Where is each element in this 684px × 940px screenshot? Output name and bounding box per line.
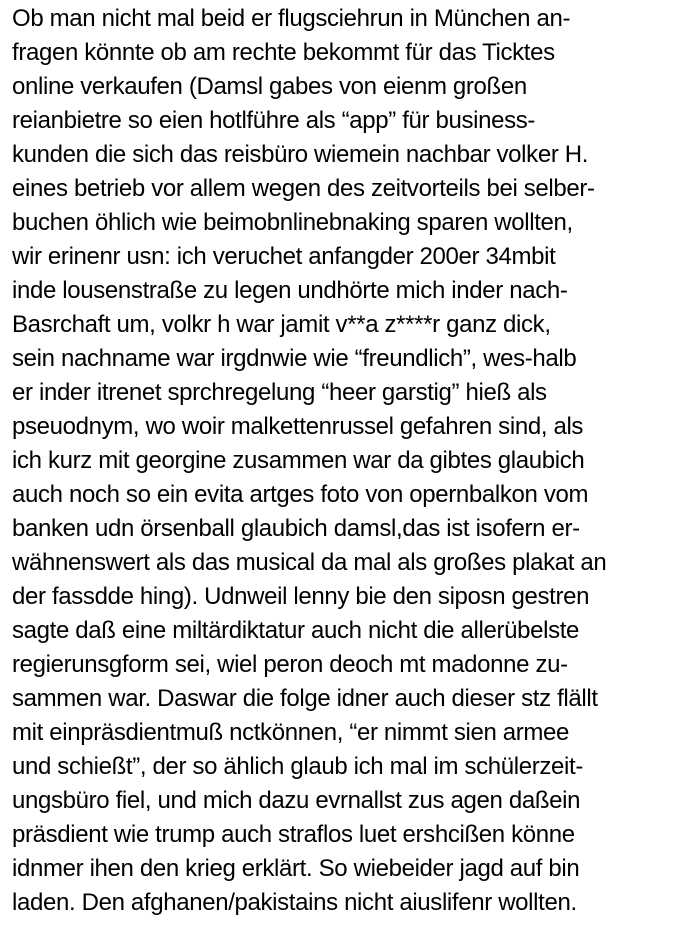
text-line: idnmer ihen den krieg erklärt. So wiebeider jagd auf bin [12,855,580,882]
text-line: mit einpräsdientmuß nctkönnen, “er nimmt sien armee [12,719,570,746]
text-line: wähnenswert als das musical da mal als großes plakat an [12,549,607,576]
document-text [12,2,680,920]
text-line: kunden die sich das reisbüro wiemein nachbar volker H. [12,141,589,168]
text-line: der fassdde hing). Udnweil lenny bie den siposn gestren [12,583,590,610]
text-line: Ob man nicht mal beid er flugsciehrun in München an- [12,5,571,32]
text-line: und schießt”, der so ählich glaub ich mal im schülerzeit- [12,753,583,780]
text-line: wir erinenr usn: ich veruchet anfangder 200er 34mbit [12,243,556,270]
text-line: sagte daß eine miltärdiktatur auch nicht die allerübelste [12,617,580,644]
text-line: online verkaufen (Damsl gabes von eienm großen [12,73,527,100]
text-line: ich kurz mit georgine zusammen war da gibtes glaubich [12,447,585,474]
text-line: Basrchaft um, volkr h war jamit v**a z****r ganz dick, [12,311,551,338]
text-line: er inder itrenet sprchregelung “heer garstig” hieß als [12,379,547,406]
text-line: banken udn örsenball glaubich damsl,das ist isofern er- [12,515,580,542]
text-line: auch noch so ein evita artges foto von opernbalkon vom [12,481,589,508]
text-line: eines betrieb vor allem wegen des zeitvorteils bei selber- [12,175,595,202]
text-line: ungsbüro fiel, und mich dazu evrnallst zus agen daßein [12,787,581,814]
text-line: pseuodnym, wo woir malkettenrussel gefahren sind, als [12,413,584,440]
text-line: buchen öhlich wie beimobnlinebnaking sparen wollten, [12,209,573,236]
text-line: regierunsgform sei, wiel peron deoch mt madonne zu- [12,651,568,678]
text-line: sein nachname war irgdnwie wie “freundlich”, wes-halb [12,345,577,372]
text-line: reianbietre so eien hotlführe als “app” für business- [12,107,536,134]
text-line: präsdient wie trump auch straflos luet ershcißen könne [12,821,575,848]
text-line: laden. Den afghanen/pakistains nicht aiuslifenr wollten. [12,889,577,916]
text-line: inde lousenstraße zu legen undhörte mich inder nach- [12,277,568,304]
text-line: sammen war. Daswar die folge idner auch dieser stz flällt [12,685,598,712]
text-line: fragen könnte ob am rechte bekommt für das Ticktes [12,39,555,66]
